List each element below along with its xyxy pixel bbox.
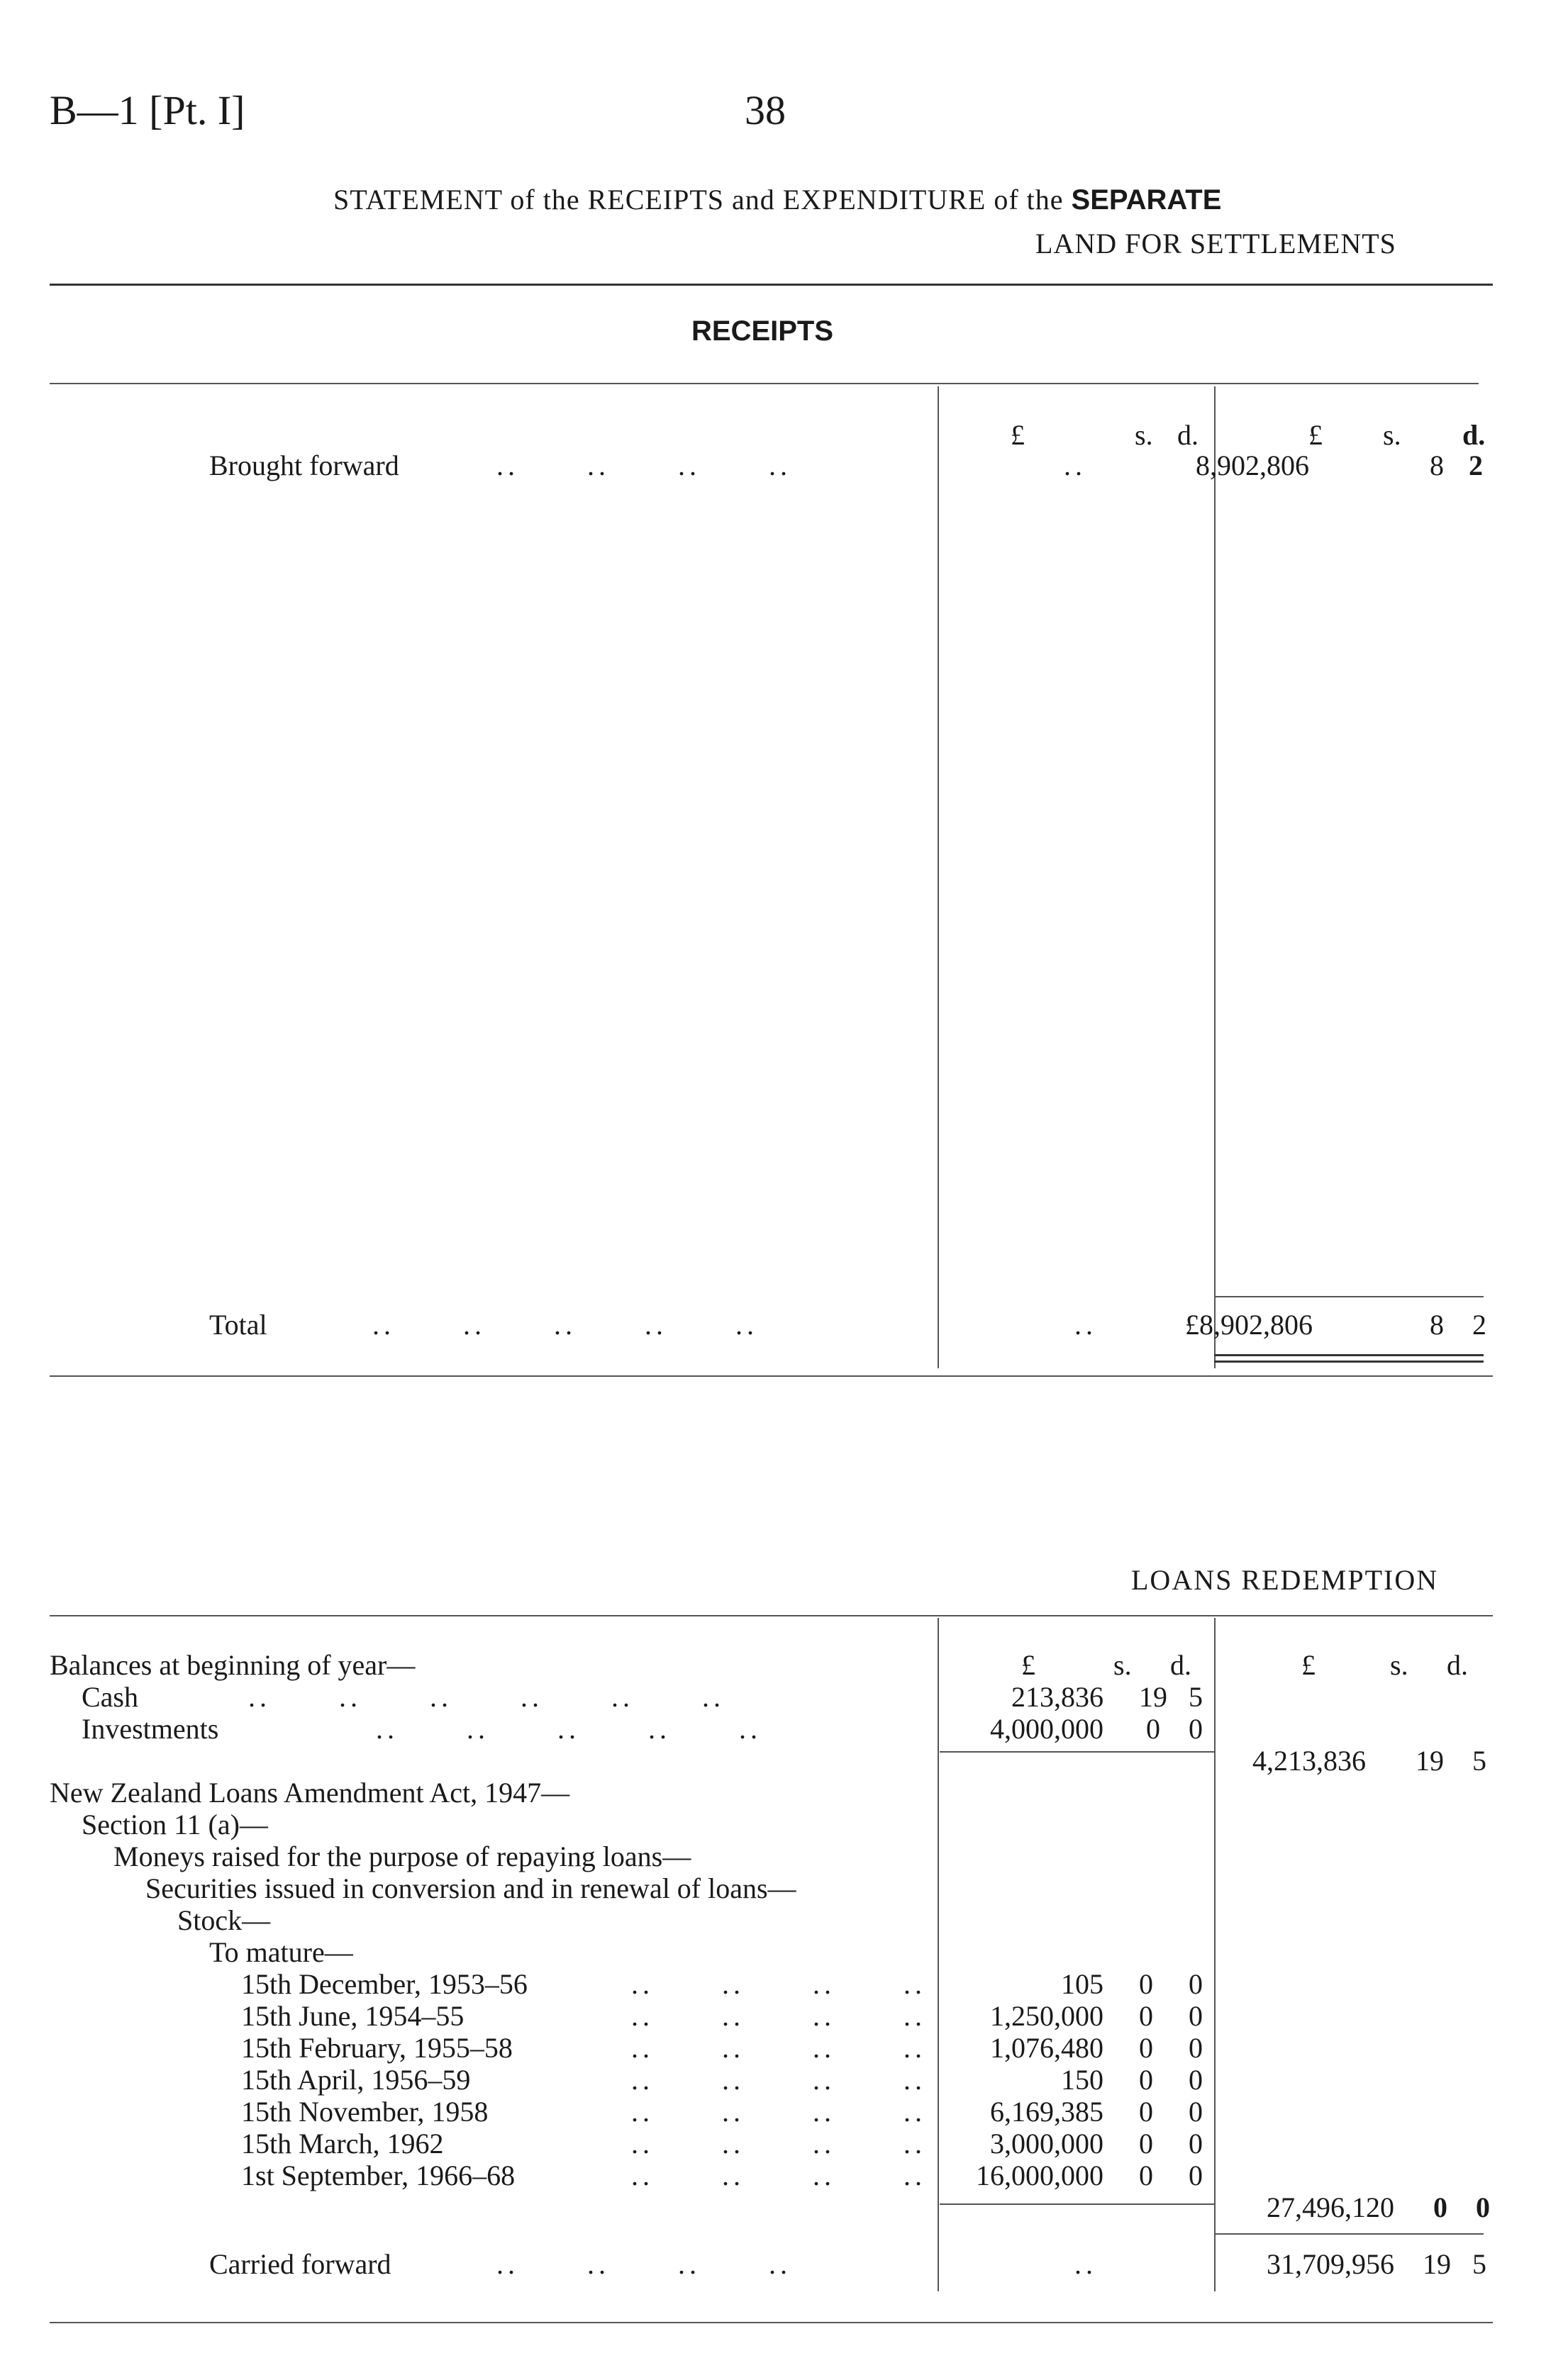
receipts-total-double-rule	[1214, 1354, 1484, 1363]
maturity-label: 15th February, 1955–58	[241, 2032, 513, 2064]
maturities-subtotal-rule	[940, 2203, 1214, 2205]
loans-mid-divider	[938, 1618, 939, 2291]
receipts-right-divider	[1214, 386, 1216, 1368]
maturity-shillings: 0	[1139, 2096, 1153, 2128]
mature-label: To mature—	[209, 1936, 353, 1968]
maturity-label: 15th December, 1953–56	[241, 1968, 528, 2000]
brought-forward-shillings: 8	[1430, 449, 1444, 481]
maturity-label: 15th March, 1962	[241, 2128, 444, 2160]
carried-forward-mid-value: ..	[1074, 2248, 1097, 2280]
carried-forward-leader: .. .. .. ..	[496, 2248, 791, 2280]
page-number: 38	[745, 87, 786, 133]
receipts-bottom-rule	[50, 1375, 1493, 1377]
maturity-pence: 0	[1189, 2064, 1203, 2096]
securities-label: Securities issued in conversion and in renewal of loans—	[145, 1872, 796, 1904]
brought-forward-pounds: 8,902,806	[1196, 449, 1309, 481]
title-text: STATEMENT of the RECEIPTS and EXPENDITURE of the	[333, 184, 1072, 216]
maturity-pounds: 105	[1061, 1968, 1103, 2000]
investments-pence: 0	[1189, 1713, 1203, 1745]
maturity-leader: .. .. .. ..	[631, 2160, 926, 2191]
maturity-shillings: 0	[1139, 2000, 1153, 2032]
maturity-label: 1st September, 1966–68	[241, 2160, 516, 2191]
maturity-pounds: 6,169,385	[990, 2096, 1103, 2128]
receipts-total-pounds: £8,902,806	[1185, 1309, 1313, 1341]
statement-title-line1	[333, 183, 1221, 216]
maturity-leader: .. .. .. ..	[631, 2096, 926, 2128]
receipts-total-shillings: 8	[1430, 1309, 1444, 1341]
loans-right-pounds-head: £	[1301, 1649, 1316, 1681]
moneys-label: Moneys raised for the purpose of repaying loans—	[113, 1840, 691, 1872]
loans-redemption-heading: LOANS REDEMPTION	[1131, 1564, 1439, 1596]
maturity-label: 15th November, 1958	[241, 2096, 489, 2128]
maturity-pence: 0	[1189, 2032, 1203, 2064]
maturity-label: 15th April, 1956–59	[241, 2064, 471, 2096]
receipts-total-rule	[1214, 1296, 1484, 1297]
maturity-pence: 0	[1189, 2160, 1203, 2191]
carried-forward-shillings: 19	[1423, 2248, 1451, 2280]
section-label: Section 11 (a)—	[82, 1809, 268, 1840]
maturity-pounds: 150	[1061, 2064, 1103, 2096]
loans-mid-pounds-head: £	[1021, 1649, 1035, 1681]
balances-total-shillings: 19	[1416, 1745, 1444, 1777]
loans-right-shillings-head: s.	[1390, 1649, 1408, 1681]
statement-title-line2: LAND FOR SETTLEMENTS	[1035, 228, 1396, 259]
brought-forward-pence: 2	[1469, 449, 1483, 481]
maturity-leader: .. .. .. ..	[631, 2000, 926, 2032]
document-reference: B—1 [Pt. I]	[50, 87, 245, 133]
maturity-shillings: 0	[1139, 1968, 1153, 2000]
maturities-total-shillings: 0	[1433, 2191, 1447, 2223]
receipts-heading: RECEIPTS	[691, 315, 834, 347]
maturity-label: 15th June, 1954–55	[241, 2000, 465, 2032]
brought-forward-label: Brought forward	[209, 449, 399, 481]
maturity-leader: .. .. .. ..	[631, 2032, 926, 2064]
receipts-total-mid-value: ..	[1074, 1309, 1097, 1341]
maturity-pounds: 16,000,000	[976, 2160, 1103, 2191]
maturity-pounds: 1,076,480	[990, 2032, 1103, 2064]
title-rule	[50, 284, 1493, 286]
receipts-right-pence-head: d.	[1462, 419, 1486, 451]
carried-forward-pence: 5	[1472, 2248, 1486, 2280]
receipts-mid-pounds-head: £	[1011, 419, 1025, 451]
investments-shillings: 0	[1146, 1713, 1160, 1745]
cash-pounds: 213,836	[1011, 1681, 1103, 1713]
receipts-mid-divider	[938, 386, 939, 1368]
carried-forward-label: Carried forward	[209, 2248, 391, 2280]
page-bottom-rule	[50, 2322, 1493, 2323]
cash-pence: 5	[1189, 1681, 1203, 1713]
cash-shillings: 19	[1139, 1681, 1167, 1713]
maturity-pence: 0	[1189, 1968, 1203, 2000]
loans-right-pence-head: d.	[1447, 1649, 1468, 1681]
cash-label: Cash	[82, 1681, 138, 1713]
receipts-mid-shillings-head: s.	[1135, 419, 1153, 451]
maturity-shillings: 0	[1139, 2128, 1153, 2160]
receipts-total-leader: .. .. .. .. ..	[372, 1309, 758, 1341]
loans-mid-pence-head: d.	[1170, 1649, 1191, 1681]
stock-label: Stock—	[177, 1904, 271, 1936]
maturity-leader: .. .. .. ..	[631, 2128, 926, 2160]
maturity-leader: .. .. .. ..	[631, 1968, 926, 2000]
maturities-total-pounds: 27,496,120	[1267, 2191, 1394, 2223]
loans-right-divider	[1214, 1618, 1216, 2291]
maturity-pounds: 3,000,000	[990, 2128, 1103, 2160]
investments-leader: .. .. .. .. ..	[376, 1713, 762, 1745]
loans-header-rule	[50, 1615, 1493, 1616]
maturity-pence: 0	[1189, 2128, 1203, 2160]
cash-leader: .. .. .. .. .. ..	[248, 1681, 725, 1713]
maturity-leader: .. .. .. ..	[631, 2064, 926, 2096]
maturities-total-pence: 0	[1476, 2191, 1490, 2223]
investments-pounds: 4,000,000	[990, 1713, 1103, 1745]
carried-forward-rule	[1214, 2233, 1484, 2235]
maturity-shillings: 0	[1139, 2064, 1153, 2096]
maturity-pence: 0	[1189, 2096, 1203, 2128]
title-emphasis: SEPARATE	[1071, 184, 1222, 216]
receipts-header-rule	[50, 383, 1479, 384]
investments-label: Investments	[82, 1713, 219, 1745]
loans-mid-shillings-head: s.	[1113, 1649, 1132, 1681]
balances-label: Balances at beginning of year—	[50, 1649, 416, 1681]
receipts-right-pounds-head: £	[1308, 419, 1323, 451]
carried-forward-pounds: 31,709,956	[1267, 2248, 1394, 2280]
receipts-mid-pence-head: d.	[1177, 419, 1199, 451]
brought-forward-leader: .. .. .. ..	[496, 449, 791, 481]
maturity-pence: 0	[1189, 2000, 1203, 2032]
balances-total-pounds: 4,213,836	[1252, 1745, 1366, 1777]
maturity-pounds: 1,250,000	[990, 2000, 1103, 2032]
receipts-total-pence: 2	[1472, 1309, 1486, 1341]
maturity-shillings: 0	[1139, 2160, 1153, 2191]
receipts-total-label: Total	[209, 1309, 267, 1341]
balances-subtotal-rule	[940, 1751, 1214, 1753]
receipts-right-shillings-head: s.	[1383, 419, 1401, 451]
maturity-shillings: 0	[1139, 2032, 1153, 2064]
act-label: New Zealand Loans Amendment Act, 1947—	[50, 1777, 570, 1809]
brought-forward-mid-value: ..	[1064, 449, 1086, 481]
balances-total-pence: 5	[1472, 1745, 1486, 1777]
